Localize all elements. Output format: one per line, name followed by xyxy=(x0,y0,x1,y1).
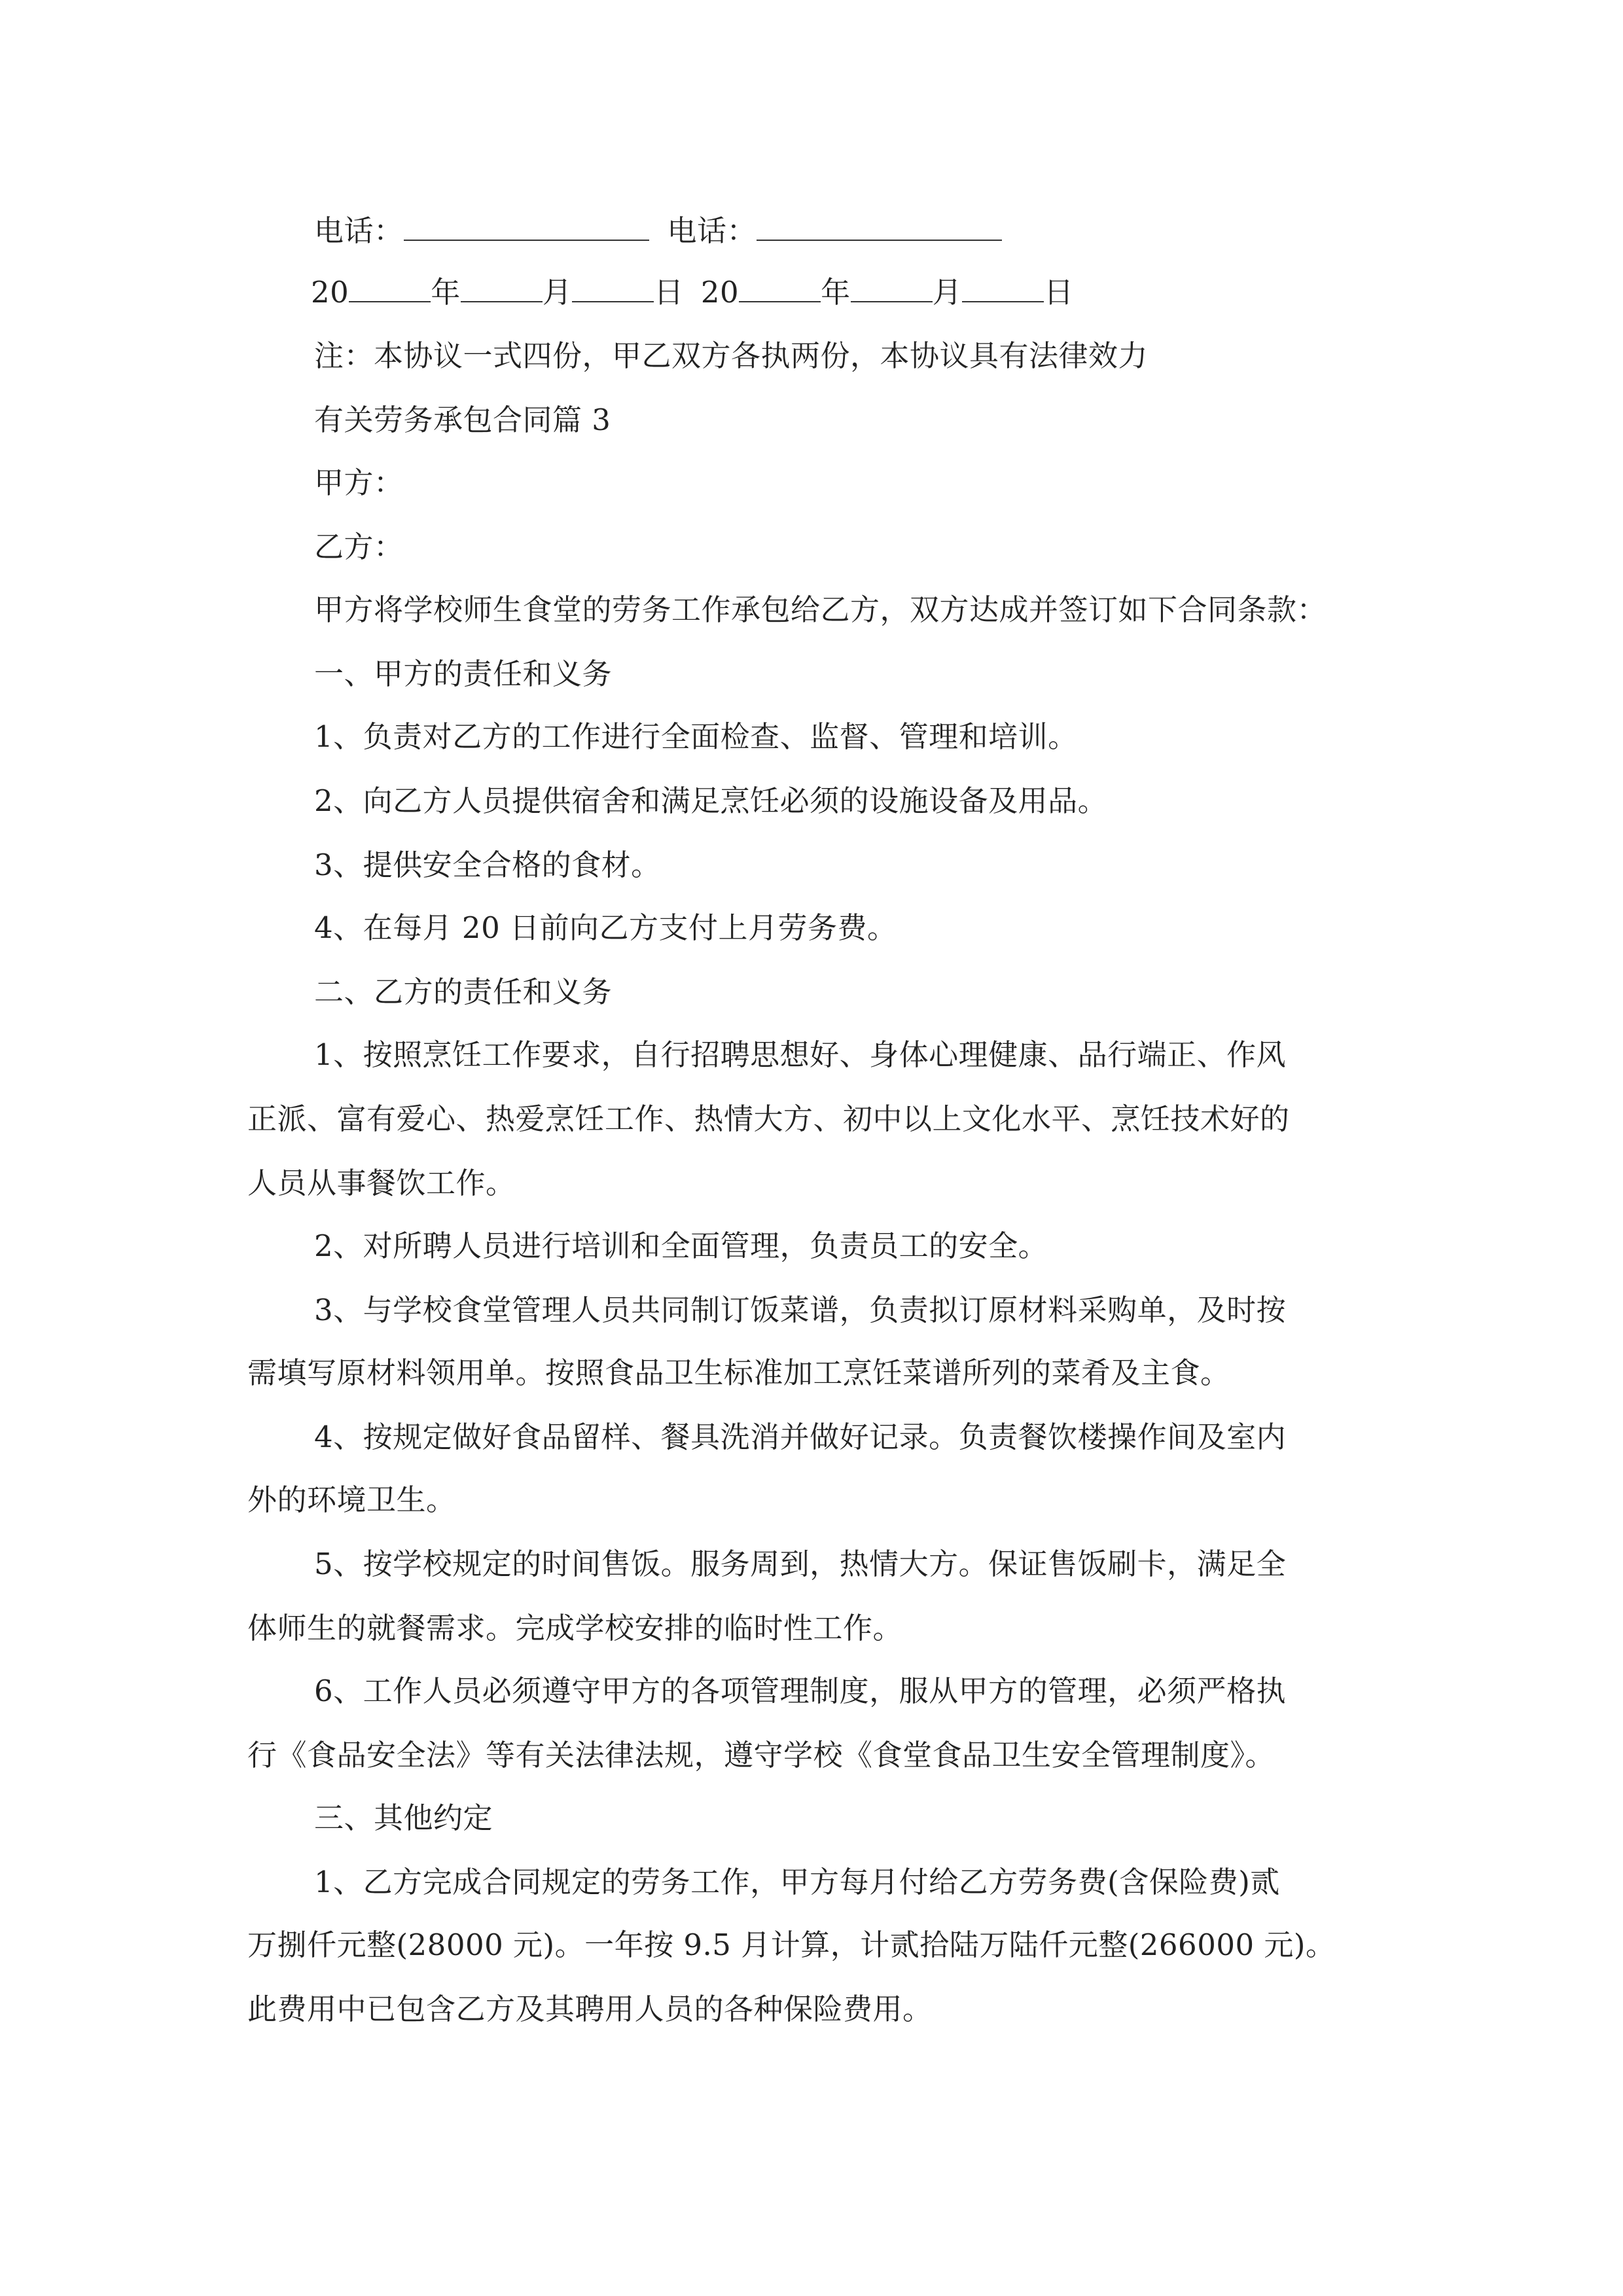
intro-paragraph: 甲方将学校师生食堂的劳务工作承包给乙方，双方达成并签订如下合同条款： xyxy=(314,592,1327,627)
day-blank-a[interactable] xyxy=(572,272,654,302)
section2-item4-line: 4、按规定做好食品留样、餐具洗消并做好记录。负责餐饮楼操作间及室内 xyxy=(314,1420,1287,1454)
year-label-a: 年 xyxy=(431,275,461,310)
phone-blank-b[interactable] xyxy=(757,211,1002,241)
section1-item: 3、提供安全合格的食材。 xyxy=(314,848,661,882)
date-prefix-b: 20 xyxy=(700,275,740,310)
month-blank-b[interactable] xyxy=(851,272,933,302)
section1-title: 一、甲方的责任和义务 xyxy=(314,656,613,691)
section2-item5-line: 5、按学校规定的时间售饭。服务周到，热情大方。保证售饭刷卡，满足全 xyxy=(314,1547,1287,1581)
party-a-label: 甲方： xyxy=(314,465,404,500)
date-prefix-a: 20 xyxy=(311,275,349,310)
day-label-b: 日 xyxy=(1044,275,1074,310)
month-label-a: 月 xyxy=(542,275,573,310)
section2-item4-line: 外的环境卫生。 xyxy=(247,1482,456,1517)
section1-item: 4、在每月 20 日前向乙方支付上月劳务费。 xyxy=(314,910,897,945)
year-blank-b[interactable] xyxy=(739,272,821,302)
section2-item5-line: 体师生的就餐需求。完成学校安排的临时性工作。 xyxy=(247,1611,903,1645)
date-line xyxy=(311,272,1074,312)
phone-blank-a[interactable] xyxy=(404,211,649,241)
section2-item1-line: 正派、富有爱心、热爱烹饪工作、热情大方、初中以上文化水平、烹饪技术好的 xyxy=(247,1102,1290,1136)
section3-item1-line: 此费用中已包含乙方及其聘用人员的各种保险费用。 xyxy=(247,1992,933,2026)
section2-item2-line: 2、对所聘人员进行培训和全面管理，负责员工的安全。 xyxy=(314,1229,1048,1263)
year-blank-a[interactable] xyxy=(349,272,431,302)
day-label-a: 日 xyxy=(654,275,684,310)
section2-item6-line: 6、工作人员必须遵守甲方的各项管理制度，服从甲方的管理，必须严格执 xyxy=(314,1674,1287,1708)
section3-item1-line: 万捌仟元整(28000 元)。一年按 9.5 月计算，计贰拾陆万陆仟元整(266000 元)。 xyxy=(247,1928,1336,1962)
section1-item: 1、负责对乙方的工作进行全面检查、监督、管理和培训。 xyxy=(314,719,1078,754)
phone-label-a: 电话： xyxy=(314,213,404,248)
section3-item1-line: 1、乙方完成合同规定的劳务工作，甲方每月付给乙方劳务费(含保险费)贰 xyxy=(314,1865,1280,1899)
section2-item1-line: 1、按照烹饪工作要求，自行招聘思想好、身体心理健康、品行端正、作风 xyxy=(314,1037,1287,1072)
section2-item3-line: 3、与学校食堂管理人员共同制订饭菜谱，负责拟订原材料采购单，及时按 xyxy=(314,1293,1287,1327)
section2-item6-line: 行《食品安全法》等有关法律法规，遵守学校《食堂食品卫生安全管理制度》。 xyxy=(247,1738,1275,1772)
section-heading: 有关劳务承包合同篇 3 xyxy=(314,403,611,437)
month-label-b: 月 xyxy=(932,275,963,310)
party-b-label: 乙方： xyxy=(314,529,404,564)
phone-line xyxy=(314,211,1002,251)
year-label-b: 年 xyxy=(821,275,851,310)
section2-item1-line: 人员从事餐饮工作。 xyxy=(247,1166,516,1200)
section2-item3-line: 需填写原材料领用单。按照食品卫生标准加工烹饪菜谱所列的菜肴及主食。 xyxy=(247,1355,1230,1390)
section3-title: 三、其他约定 xyxy=(314,1801,493,1835)
phone-label-b: 电话： xyxy=(667,213,757,248)
month-blank-a[interactable] xyxy=(461,272,543,302)
section2-title: 二、乙方的责任和义务 xyxy=(314,975,613,1009)
section1-item: 2、向乙方人员提供宿舍和满足烹饪必须的设施设备及用品。 xyxy=(314,783,1108,818)
note-text: 注：本协议一式四份，甲乙双方各执两份，本协议具有法律效力 xyxy=(314,338,1149,373)
day-blank-b[interactable] xyxy=(962,272,1044,302)
